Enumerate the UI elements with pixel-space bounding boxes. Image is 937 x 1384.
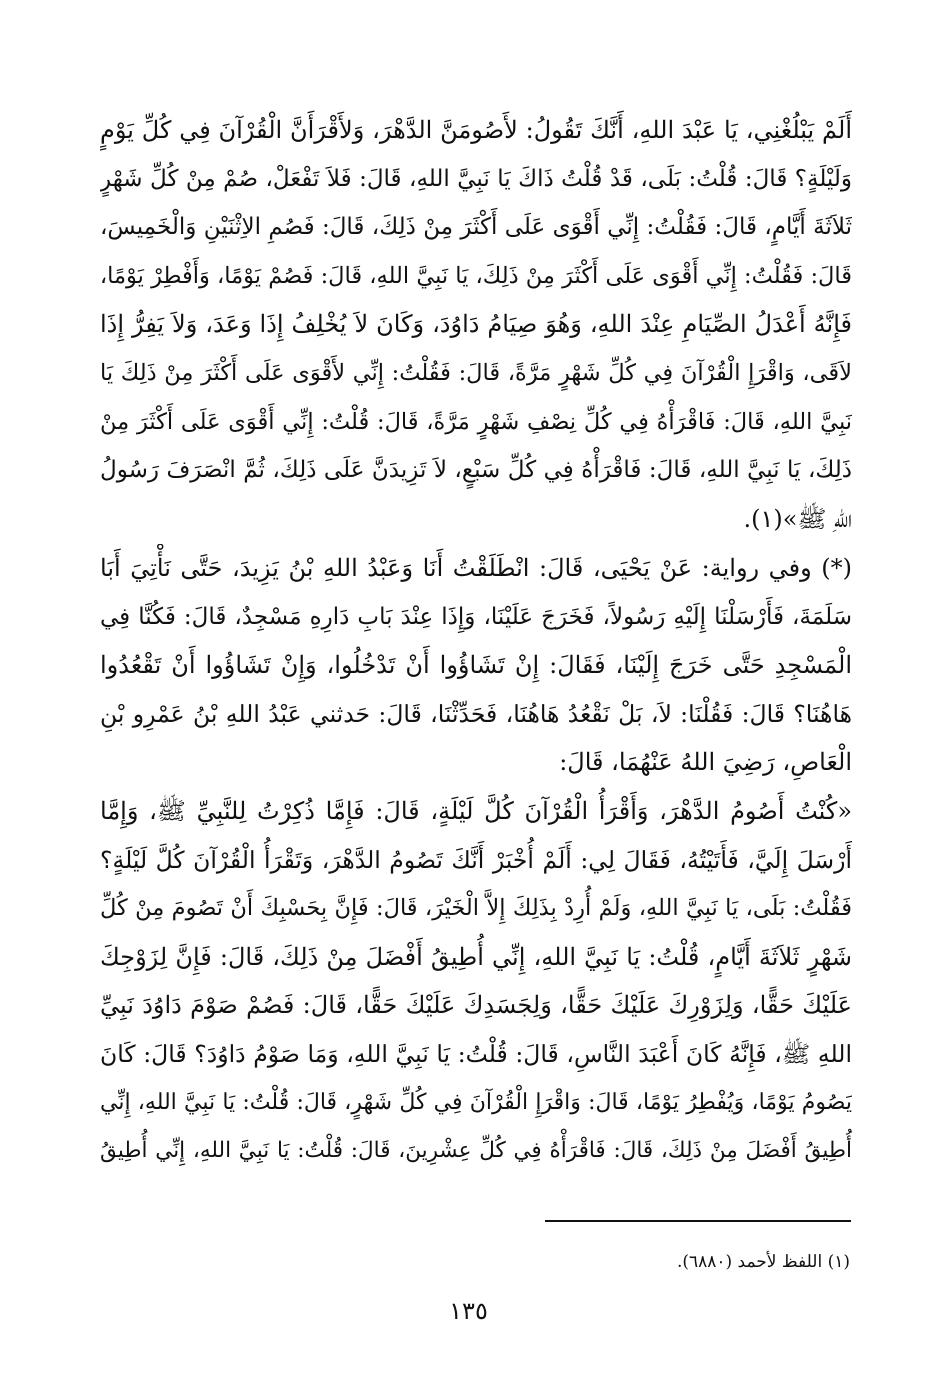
text-line: الْعَاصِ، رَضِيَ اللهُ عَنْهُمَا، قَالَ: [559, 748, 852, 777]
text-line: ذَلِكَ، يَا نَبِيَّ اللهِ، قَالَ: فَاقْرَأْهُ فِي كُلِّ سَبْعٍ، لاَ تَزِيدَنَّ عَلَى ذَلِكَ، ثُمَّ انْصَرَفَ رَسُولُ [100, 457, 852, 484]
footnote: (١) اللفظ لأحمد (٦٨٨٠). [676, 1252, 850, 1272]
text-line: اللهِ ﷺ، فَإِنَّهُ كَانَ أَعْبَدَ النَّاسِ، قَالَ: قُلْتُ: يَا نَبِيَّ اللهِ، وَمَا صَوْمُ دَاوُدَ؟ قَالَ: كَانَ [100, 1039, 852, 1068]
text-line: أَرْسَلَ إِلَيَّ، فَأَتَيْتُهُ، فَقَالَ لِي: أَلَمْ أُخْبَرْ أَنَّكَ تَصُومُ الدَّهْرَ، وَتَقْرَأُ الْقُرْآنَ كُلَّ لَيْلَةٍ؟ [100, 845, 852, 874]
text-line: هَاهُنَا؟ قَالَ: فَقُلْنَا: لاَ، بَلْ نَقْعُدُ هَاهُنَا، فَحَدِّثْنَا، قَالَ: حَدثني عَبْدُ اللهِ بْنُ عَمْرِو بْنِ [100, 699, 852, 728]
text-line: ثَلاَثَةَ أَيَّامٍ، قَالَ: فَقُلْتُ: إِنِّي أَقْوَى عَلَى أَكْثَرَ مِنْ ذَلِكَ، قَالَ: فَصُمِ الاِثْنَيْنِ وَالْخَمِيسَ، [100, 214, 852, 241]
footnote-divider [545, 1220, 851, 1222]
paragraph-riwaya [100, 544, 852, 787]
text-line: يَصُومُ يَوْمًا، وَيُفْطِرُ يَوْمًا، قَالَ: وَاقْرَإِ الْقُرْآنَ فِي كُلِّ شَهْرٍ، قَالَ: قُلْتُ: يَا نَبِيَّ اللهِ، إِنِّي [100, 1089, 852, 1115]
text-line: أُطِيقُ أَفْضَلَ مِنْ ذَلِكَ، قَالَ: فَاقْرَأْهُ فِي كُلِّ عِشْرِينَ، قَالَ: قُلْتُ: يَا نَبِيَّ اللهِ، إِنِّي أُطِيقُ [100, 1138, 852, 1164]
paragraph-hadith-quote [100, 787, 852, 1176]
text-line: وَلَيْلَةٍ؟ قَالَ: قُلْتُ: بَلَى، قَدْ قُلْتُ ذَاكَ يَا نَبِيَّ اللهِ، قَالَ: فَلاَ تَفْعَلْ، صُمْ مِنْ كُلِّ شَهْرٍ [100, 165, 852, 192]
paragraph-hadith-main [100, 106, 852, 543]
text-line: شَهْرٍ ثَلاَثَةَ أَيَّامٍ، قُلْتُ: يَا نَبِيَّ اللهِ، إِنِّي أُطِيقُ أَفْضَلَ مِنْ ذَلِكَ، قَالَ: فَإِنَّ لِزَوْجِكَ [100, 942, 852, 971]
text-line: «كُنْتُ أَصُومُ الدَّهْرَ، وَأَقْرَأُ الْقُرْآنَ كُلَّ لَيْلَةٍ، قَالَ: فَإِمَّا ذُكِرْتُ لِلنَّبِيِّ ﷺ، وَإِمَّا [100, 797, 852, 825]
text-line: لاَقَى، وَاقْرَإِ الْقُرْآنَ فِي كُلِّ شَهْرٍ مَرَّةً، قَالَ: فَقُلْتُ: إِنِّي لأَقْوَى عَلَى أَكْثَرَ مِنْ ذَلِكَ يَا [100, 359, 852, 386]
text-line: نَبِيَّ اللهِ، قَالَ: فَاقْرَأْهُ فِي كُلِّ نِصْفِ شَهْرٍ مَرَّةً، قَالَ: قُلْتُ: إِنِّي أَقْوَى عَلَى أَكْثَرَ مِنْ [100, 408, 852, 435]
text-line: اللهِ ﷺ»(١). [743, 504, 852, 533]
text-line: (*) وفي رواية: عَنْ يَحْيَى، قَالَ: انْطَلَقْتُ أَنَا وَعَبْدُ اللهِ بْنُ يَزِيدَ، حَتَّى نَأْتِيَ أَبَا [100, 554, 852, 582]
text-line: الْمَسْجِدِ حَتَّى خَرَجَ إِلَيْنَا، فَقَالَ: إِنْ تَشَاؤُوا أَنْ تَدْخُلُوا، وَإِنْ تَشَاؤُوا أَنْ تَقْعُدُوا [100, 651, 852, 680]
text-line: فَقُلْتُ: بَلَى، يَا نَبِيَّ اللهِ، وَلَمْ أُرِدْ بِذَلِكَ إِلاَّ الْخَيْرَ، قَالَ: فَإِنَّ بِحَسْبِكَ أَنْ تَصُومَ مِنْ كُلِّ [100, 895, 852, 922]
text-line: قَالَ: فَقُلْتُ: إِنِّي أَقْوَى عَلَى أَكْثَرَ مِنْ ذَلِكَ، يَا نَبِيَّ اللهِ، قَالَ: فَصُمْ يَوْمًا، وَأَفْطِرْ يَوْمًا، [100, 262, 852, 289]
text-line: أَلَمْ يَبْلُغْنِي، يَا عَبْدَ اللهِ، أَنَّكَ تَقُولُ: لأَصُومَنَّ الدَّهْرَ، وَلأَقْرَأَنَّ الْقُرْآنَ فِي كُلِّ يَوْمٍ [100, 116, 852, 144]
text-line: فَإِنَّهُ أَعْدَلُ الصِّيَامِ عِنْدَ اللهِ، وَهُوَ صِيَامُ دَاوُدَ، وَكَانَ لاَ يُخْلِفُ إِذَا وَعَدَ، وَلاَ يَفِرُّ إِذَا [100, 310, 852, 339]
text-line: عَلَيْكَ حَقًّا، وَلِزَوْرِكَ عَلَيْكَ حَقًّا، وَلِجَسَدِكَ عَلَيْكَ حَقًّا، قَالَ: فَصُمْ صَوْمَ دَاوُدَ نَبِيِّ [100, 991, 852, 1020]
page-number: ١٣٥ [449, 1297, 488, 1325]
text-line: سَلَمَةَ، فَأَرْسَلْنَا إِلَيْهِ رَسُولاً، فَخَرَجَ عَلَيْنَا، وَإِذَا عِنْدَ بَابِ دَارِهِ مَسْجِدٌ، قَالَ: فَكُنَّا فِي [100, 603, 852, 630]
